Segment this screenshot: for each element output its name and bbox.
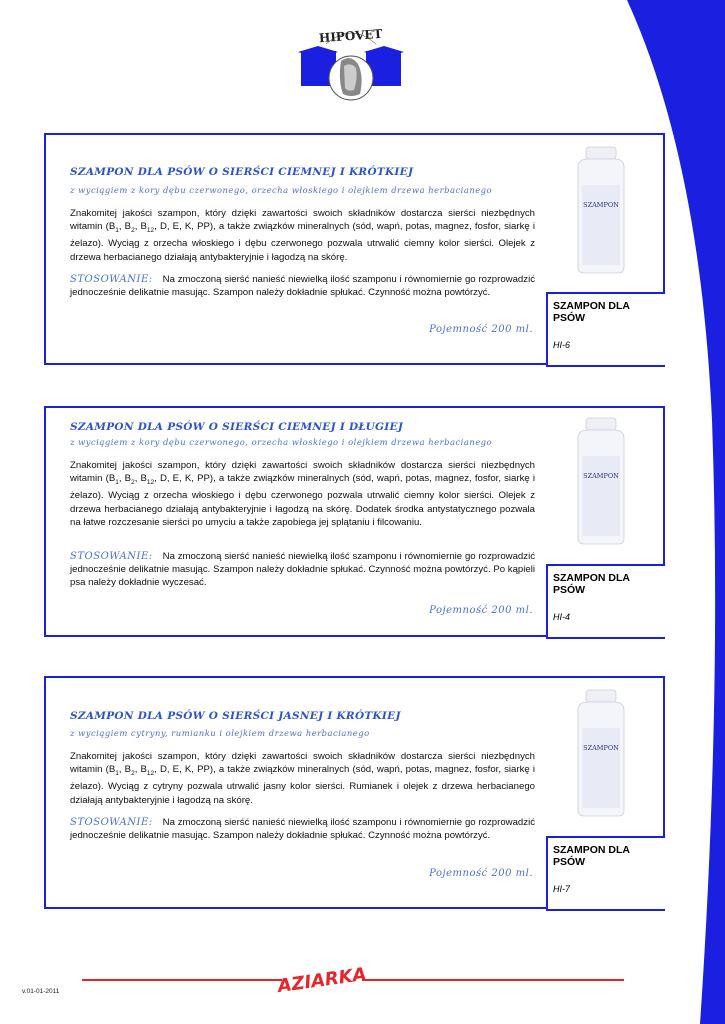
shampoo-bottle-image bbox=[566, 145, 636, 275]
product-subtitle: z wyciągiem z kory dębu czerwonego, orzecha włoskiego i olejkiem drzewa herbacianego bbox=[70, 437, 493, 447]
hipovet-logo bbox=[296, 16, 406, 106]
product-code: HI-7 bbox=[553, 884, 571, 894]
capacity: Pojemność 200 ml. bbox=[429, 868, 533, 879]
product-description: Znakomitej jakości szampon, który dzięki zawartości swoich składników dostarcza sierści niezbędnych witamin ($B_1$, $B_2$, $B_{12}$, D, E, K, PP), a także związków mineralnych (sód, wapń, potas, magnez, fosfor, siarkę i żelazo). Wyciąg z orzecha włoskiego i dębu czerwonego pozwala utrwalić ciemny kolor sierści. Olejek z drzewa herbacianego działają antybakteryjnie i łagodzą na skórę. Dodatek środka antystatycznego pozwala na łatwe rozczesanie sierści po umyciu a także zapobiega jej splątaniu i filcowaniu. bbox=[70, 460, 535, 528]
bottle-label: SZAMPON bbox=[583, 201, 619, 209]
bottle-label: SZAMPON bbox=[583, 744, 619, 752]
product-description: Znakomitej jakości szampon, który dzięki zawartości swoich składników dostarcza sierści niezbędnych witamin ($B_1$, $B_2$, $B_{12}$, D, E, K, PP), a także związków mineralnych (sód, wapń, potas, magnez, fosfor, siarkę i żelazo). Wyciąg z orzecha włoskiego i dębu czerwonego pozwala utrwalić ciemny kolor sierści. Olejek z drzewa herbacianego działają antybakteryjnie i łagodzą na skórę. bbox=[70, 208, 535, 263]
shampoo-bottle-image bbox=[566, 416, 636, 546]
usage-text: STOSOWANIE: Na zmoczoną sierść nanieść niewielką ilość szamponu i równomiernie go rozprowadzić jednocześnie delikatnie masując. Szampon należy dokładnie spłukać. Czynność można powtórzyć. Po kąpieli psa należy dokładnie wyczesać. bbox=[70, 551, 535, 589]
usage-label: STOSOWANIE: bbox=[70, 817, 153, 828]
bottle-label: SZAMPON bbox=[583, 472, 619, 480]
product-side-box bbox=[546, 836, 665, 911]
aziarka-logo-text: AZIARKA bbox=[276, 963, 368, 998]
usage-label: STOSOWANIE: bbox=[70, 274, 153, 285]
product-code: HI-4 bbox=[553, 612, 571, 622]
footer-red-line-left bbox=[82, 979, 282, 981]
product-subtitle: z wyciągiem cytryny, rumianku i olejkiem drzewa herbacianego bbox=[70, 728, 370, 738]
aziarka-logo bbox=[276, 958, 368, 998]
side-product-name: SZAMPON DLA PSÓW bbox=[553, 300, 630, 324]
product-card-3 bbox=[44, 676, 665, 909]
product-title: SZAMPON DLA PSÓW O SIERŚCI CIEMNEJ I KRÓTKIEJ bbox=[70, 166, 414, 178]
product-side-box bbox=[546, 564, 665, 639]
version-label: v.01-01-2011 bbox=[22, 988, 60, 995]
product-code: HI-6 bbox=[553, 340, 571, 350]
product-subtitle: z wyciągiem z kory dębu czerwonego, orzecha włoskiego i olejkiem drzewa herbacianego bbox=[70, 185, 493, 195]
side-product-name: SZAMPON DLA PSÓW bbox=[553, 844, 630, 868]
capacity: Pojemność 200 ml. bbox=[429, 324, 533, 335]
product-description: Znakomitej jakości szampon, który dzięki zawartości swoich składników dostarcza sierści niezbędnych witamin ($B_1$, $B_2$, $B_{12}$, D, E, K, PP), a także związków mineralnych (sód, wapń, potas, magnez, fosfor, siarkę i żelazo). Wyciąg z cytryny pozwala utrwalić jasny kolor sierści. Rumianek i olejek z drzewa herbacianego działają antybakteryjnie i łagodzą na skórę. bbox=[70, 751, 535, 806]
footer-red-line-right bbox=[362, 979, 624, 981]
product-card-1 bbox=[44, 133, 665, 365]
product-card-2 bbox=[44, 406, 665, 637]
product-title: SZAMPON DLA PSÓW O SIERŚCI CIEMNEJ I DŁUGIEJ bbox=[70, 421, 404, 433]
product-title: SZAMPON DLA PSÓW O SIERŚCI JASNEJ I KRÓTKIEJ bbox=[70, 710, 401, 722]
side-product-name: SZAMPON DLA PSÓW bbox=[553, 572, 630, 596]
logo-text: HIPOVET bbox=[318, 26, 383, 46]
usage-text: STOSOWANIE: Na zmoczoną sierść nanieść niewielką ilość szamponu i równomiernie go rozprowadzić jednocześnie delikatnie masując. Szampon należy dokładnie spłukać. Czynność można powtórzyć. bbox=[70, 817, 535, 842]
product-side-box bbox=[546, 292, 665, 367]
capacity: Pojemność 200 ml. bbox=[429, 605, 533, 616]
usage-text: STOSOWANIE: Na zmoczoną sierść nanieść niewielką ilość szamponu i równomiernie go rozprowadzić jednocześnie delikatnie masując. Szampon należy dokładnie spłukać. Czynność można powtórzyć. bbox=[70, 274, 535, 299]
shampoo-bottle-image bbox=[566, 688, 636, 818]
usage-label: STOSOWANIE: bbox=[70, 551, 153, 562]
